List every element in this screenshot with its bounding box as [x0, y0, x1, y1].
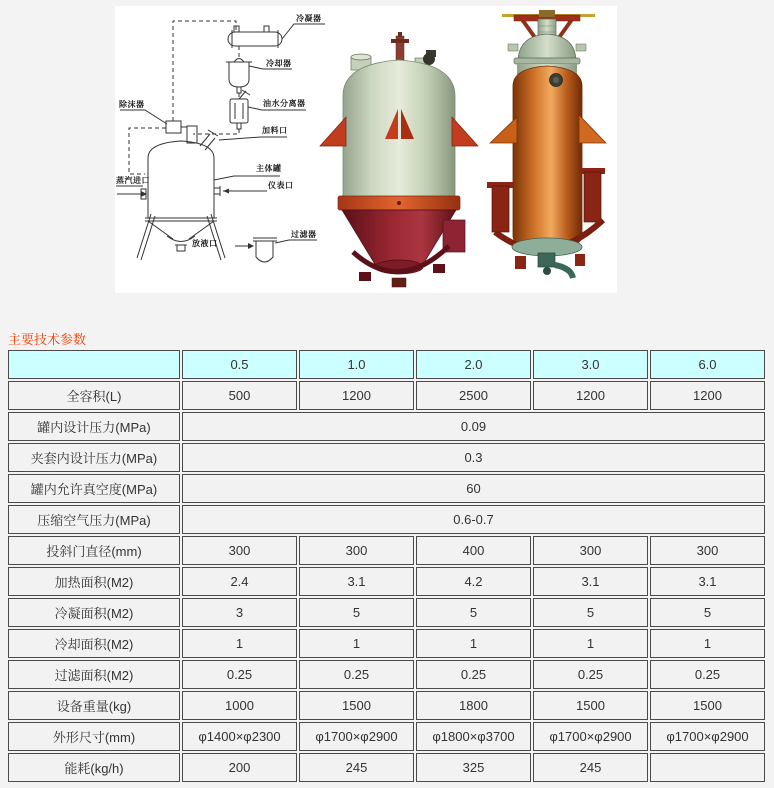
- param-value: 5: [533, 598, 648, 627]
- param-value-span: 0.09: [182, 412, 765, 441]
- cooler-symbol: [226, 59, 252, 94]
- figure-graphics: [115, 6, 617, 293]
- param-value: 4.2: [416, 567, 531, 596]
- param-label: 罐内允许真空度(MPa): [8, 474, 180, 503]
- param-value: 300: [182, 536, 297, 565]
- param-value: 1200: [650, 381, 765, 410]
- param-label: 冷却面积(M2): [8, 629, 180, 658]
- param-value: 200: [182, 753, 297, 782]
- param-value: 1: [416, 629, 531, 658]
- table-row: [8, 474, 765, 503]
- param-value-span: 0.6-0.7: [182, 505, 765, 534]
- label-main-tank: 主体罐: [256, 164, 282, 173]
- param-label: 罐内设计压力(MPa): [8, 412, 180, 441]
- param-value: 3: [182, 598, 297, 627]
- param-value: 3.1: [299, 567, 414, 596]
- label-filter: 过滤器: [291, 230, 317, 239]
- header-cell-param: [8, 350, 180, 379]
- table-row: [8, 536, 765, 565]
- param-value: 1500: [650, 691, 765, 720]
- param-value: 3.1: [650, 567, 765, 596]
- param-label: 夹套内设计压力(MPa): [8, 443, 180, 472]
- spec-table: [6, 348, 767, 784]
- param-value: 5: [650, 598, 765, 627]
- param-label: 设备重量(kg): [8, 691, 180, 720]
- filter-symbol: [235, 238, 277, 262]
- table-row: [8, 381, 765, 410]
- vessel-photo-copper: [487, 10, 606, 278]
- param-value: 1500: [533, 691, 648, 720]
- table-row: [8, 598, 765, 627]
- param-label: 全容积(L): [8, 381, 180, 410]
- param-value: 1500: [299, 691, 414, 720]
- param-label: 外形尺寸(mm): [8, 722, 180, 751]
- label-oil-water-separator: 油水分离器: [263, 99, 306, 108]
- param-value: 1: [533, 629, 648, 658]
- param-value: 5: [416, 598, 531, 627]
- param-label: 过滤面积(M2): [8, 660, 180, 689]
- param-value: [650, 753, 765, 782]
- header-cell-model: 1.0: [299, 350, 414, 379]
- label-demister: 除沫器: [119, 100, 145, 109]
- param-value-span: 0.3: [182, 443, 765, 472]
- param-value: 500: [182, 381, 297, 410]
- header-cell-model: 6.0: [650, 350, 765, 379]
- param-value: 2.4: [182, 567, 297, 596]
- param-label: 冷凝面积(M2): [8, 598, 180, 627]
- table-row: [8, 753, 765, 782]
- header-cell-model: 0.5: [182, 350, 297, 379]
- param-value: 300: [650, 536, 765, 565]
- param-value-span: 60: [182, 474, 765, 503]
- param-value: φ1800×φ3700: [416, 722, 531, 751]
- label-condenser: 冷凝器: [296, 14, 322, 23]
- param-value: φ1400×φ2300: [182, 722, 297, 751]
- label-drain-port: 放液口: [192, 239, 218, 248]
- table-row: [8, 691, 765, 720]
- param-label: 压缩空气压力(MPa): [8, 505, 180, 534]
- param-label: 投斜门直径(mm): [8, 536, 180, 565]
- oil-water-separator-symbol: [230, 90, 250, 129]
- param-value: 300: [299, 536, 414, 565]
- product-figure-panel: [115, 6, 617, 293]
- param-value: 400: [416, 536, 531, 565]
- param-value: 1800: [416, 691, 531, 720]
- table-row: [8, 722, 765, 751]
- table-row: [8, 567, 765, 596]
- param-value: 0.25: [416, 660, 531, 689]
- label-steam-inlet: 蒸汽进口: [116, 176, 150, 185]
- label-instrument-port: 仪表口: [268, 181, 294, 190]
- table-row: [8, 629, 765, 658]
- param-value: 1000: [182, 691, 297, 720]
- table-row: [8, 660, 765, 689]
- demister-symbol: [166, 121, 187, 133]
- label-feed-port: 加料口: [262, 126, 288, 135]
- param-value: φ1700×φ2900: [533, 722, 648, 751]
- section-title: 主要技术参数: [8, 332, 87, 347]
- param-value: 245: [299, 753, 414, 782]
- param-value: 300: [533, 536, 648, 565]
- param-value: 0.25: [182, 660, 297, 689]
- param-value: 0.25: [650, 660, 765, 689]
- param-value: 1200: [299, 381, 414, 410]
- param-value: 3.1: [533, 567, 648, 596]
- label-cooler: 冷却器: [266, 59, 292, 68]
- param-value: 325: [416, 753, 531, 782]
- table-row: [8, 412, 765, 441]
- param-label: 能耗(kg/h): [8, 753, 180, 782]
- param-value: 1: [299, 629, 414, 658]
- param-value: 1200: [533, 381, 648, 410]
- param-value: φ1700×φ2900: [650, 722, 765, 751]
- table-row: [8, 443, 765, 472]
- header-cell-model: 2.0: [416, 350, 531, 379]
- table-row: [8, 505, 765, 534]
- param-value: 2500: [416, 381, 531, 410]
- param-value: 0.25: [299, 660, 414, 689]
- vessel-photo-steel-cone: [320, 32, 478, 287]
- header-cell-model: 3.0: [533, 350, 648, 379]
- param-value: 245: [533, 753, 648, 782]
- process-diagram: [116, 21, 325, 262]
- spec-table-header-row: [8, 350, 765, 379]
- param-value: 0.25: [533, 660, 648, 689]
- param-value: 5: [299, 598, 414, 627]
- param-label: 加热面积(M2): [8, 567, 180, 596]
- param-value: 1: [182, 629, 297, 658]
- param-value: 1: [650, 629, 765, 658]
- param-value: φ1700×φ2900: [299, 722, 414, 751]
